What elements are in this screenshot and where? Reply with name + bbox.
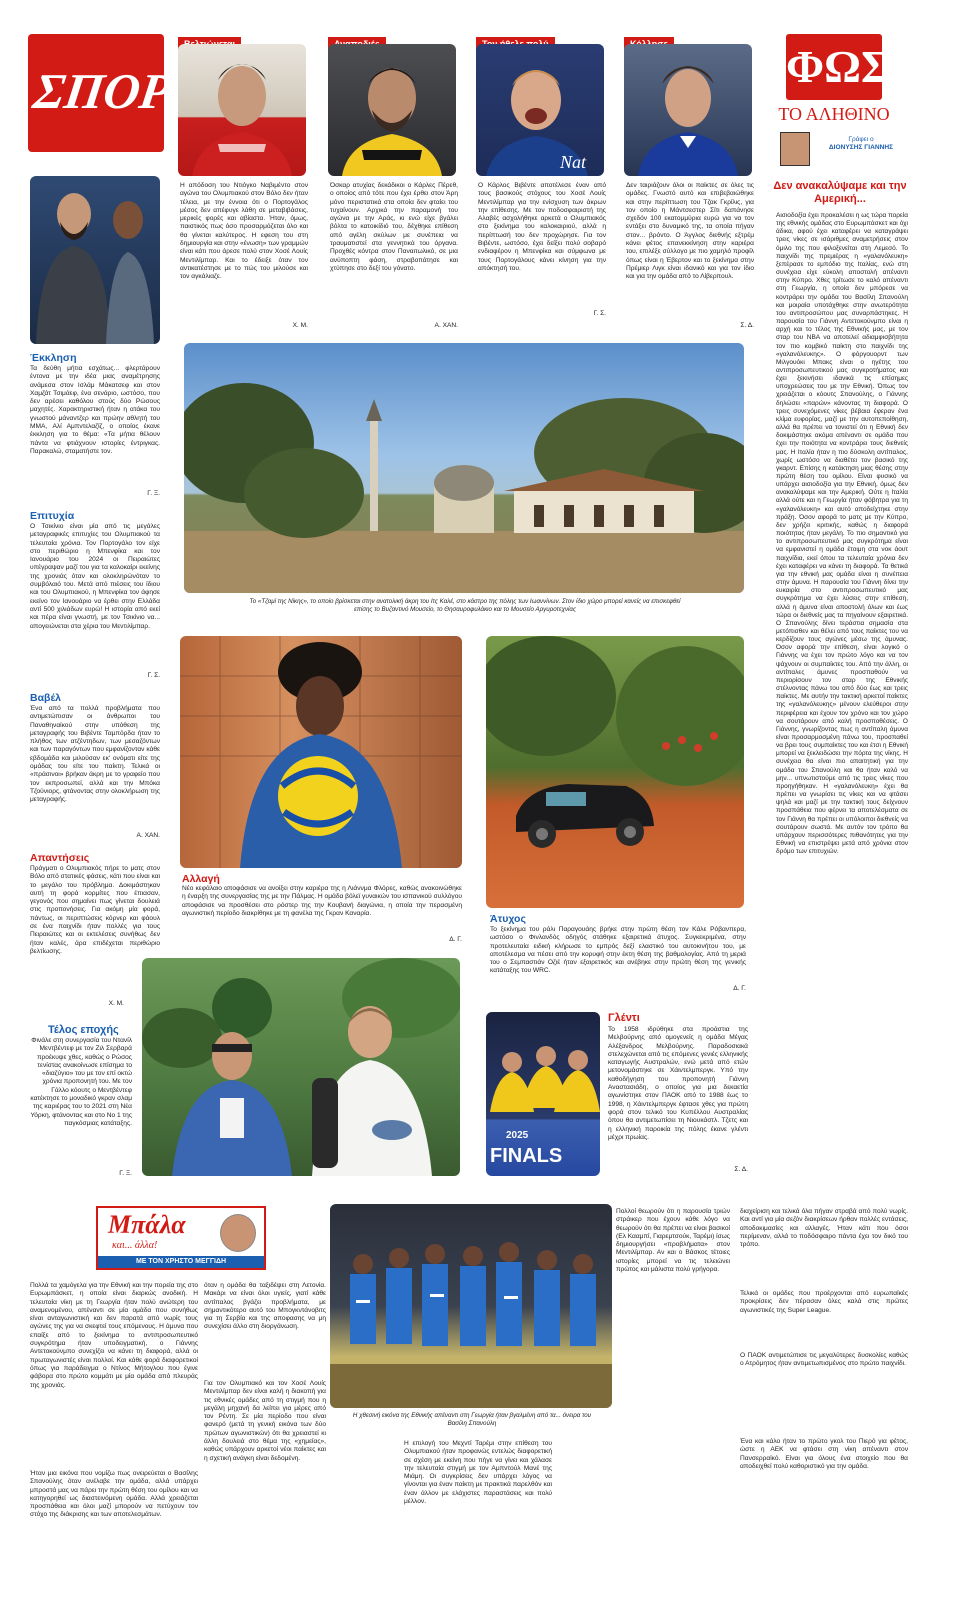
rally-scene [486, 636, 744, 908]
player-silhouette [178, 44, 306, 176]
atyxos-signature: Δ. Γ. [733, 985, 746, 992]
writer-prefix: Γράφει ο [848, 136, 874, 143]
strip-text: Η απόδοση του Ντιόγκο Ναβιμέντο στον αγώνα του Ολυμπιακού στον Βόλο δεν ήταν τέλεια, με την έννοια ότι ο Πορτογάλος μέσος δεν απέφυγε λάθη σε μεταβιβάσεις, μερικές φορές και αβίαστα. Ήταν, όμως, παιστικός πως όσο προσαρμόζεται όλο και θα γίνεται καλύτερος. Η εφεση του στη δημιουργία και στην «ένωση» των γραμμών είναι κάτι που άρεσε πολύ στον Χοσέ Λουίς Μεντιλίμπαρ. Και το έδειξε όταν τον αντικατέστησε με το πώς του μιλούσε και τον αγκάλιαζε. [180, 182, 308, 281]
fos-logo [786, 34, 892, 100]
player-photo-vicente [476, 44, 604, 176]
mpala-col4-p3: Ο ΠΑΟΚ αντιμετώπισε τις μεγαλύτερες δυσκολίες καθώς ο Ατρόμητος ήταν αντιμετωπισμένος στο πρώτο παιχνίδι. [740, 1352, 908, 1368]
writer-byline [816, 136, 906, 152]
allagi-signature: Δ. Γ. [449, 936, 462, 943]
glenti-text: Το 1958 ιδρύθηκε στα προάστια της Μελβούρνης από ομογενείς η ομάδα Μέγας Αλέξανδρος Μελβούρνης. Παραδοσιακά στελεχώνεται από τις επόμενες γενιές ελληνικής καταγωγής Αυστραλών, ενώ μετά από ετών μετονομάστηκε σε Χάιντελμπεργκ. Υπό την καθοδήγηση του προπονητή Γιάννη Αναστασιάδη, ο οποίος για μια δεκαετία αγωνίστηκε στον ΠΑΟΚ από το 1988 έως το 1998, η Χάιντελμπεργκ έφτασε χθες για πρώτη φορά στον τελικό του Κυπέλλου Αυστραλίας όπου θα αντιμετωπίσει τη Νιουκάστλ. Τζετς και η ελληνική παροικία της πόλης έκανε γλέντι μέχρι πρωίας. [608, 1026, 748, 1141]
atyxos-title: Άτυχος [490, 913, 526, 925]
allagi-text: Νέο κεφάλαιο αποφάσισε να ανοίξει στην καριέρα της η Λιάννμα Φλόρες, καθώς ανακοινώθηκε η έναρξη της συνεργασίας της με την Πάλμας. Η ομάδα βόλεϊ γυναικών του ισπανικού συλλόγου αποφάσισε να προσθέσει στο ρόστερ της την Κουβανή διαγώνια, η οποία την περασμένη αγωνιστική περίοδο διακρίθηκε με τη φανέλα της Γκραν Καναρία. [182, 885, 462, 917]
allagi-title: Αλλαγή [182, 873, 220, 885]
section-text: Τα δεύθη μήτια εσχάτως... φλερτάρουν έντονα με την ιδέα μιας αναμέτρησης ανάμεσα στον Ισλάμ Μάκατσεφ και στον Χαμζάτ Τσιμάεφ, ένα σενάριο, ωστόσο, που δεν αρέσει καθόλου στούς δύο Ρώσους μαχητές. Χαρακτηριστική ήταν η ατάκα του γνωστού μάναντζερ και πρώην αθλητή του MMA, Αλί Αμπντελαζίζ, ο οποίος έκανε έκκληση για το θέμα: «Τα μήτια θέλουν πάντα να φτιάχνουν ιστορίες έντριγκας. Παρακαλώ, σταματήστε τον. [30, 365, 160, 455]
team-scene [486, 1012, 600, 1176]
volleyball-player-photo [180, 636, 462, 868]
mpala-col1-p2: Ήταν μια εικόνα που νομίζω πως ονειρεύεται ο Βασίλης Σπανούλης όταν ανέλαβε την ομάδα, αλλά υπάρχει μπροστά μας να πάρει την πρώτη θέση του ομίλου και να κατηγορηθεί ως διαστεινόμενη ομάδα. Αλλά χρειάζεται προσπάθεια και όλοι μαζί μπορούν να πετύχουν τον στόχο της διάκρισης και των αποτελεσμάτων. [30, 1470, 198, 1519]
section-text: Ένα από τα πολλά προβλήματα που αντιμετώπισαν οι άνθρωποι του Παναθηναϊκού στην υπόθεση της μεταγραφής του Βιβέντε Ταμπόρδα ήταν το πλήθος των ατζέντηδων, των μεσαζόντων και των παραγόντων που εμφανίζονταν κάθε εβδομάδα και μιλούσαν εκ' ονόματι είτε της ομάδας του είτε του παίκτη. Τελικά οι «πράσινοι» βρήκαν άκρη με το γραφείο που τον εκπροσωπεί, αλλά και την Μπόκα Τζούνιορς, φτάνοντας στην ολοκλήρωση της μεταγραφής. [30, 705, 160, 804]
national-team-photo [330, 1204, 612, 1408]
section-title: Τέλος εποχής [48, 1024, 119, 1036]
section-title: Βαβέλ [30, 692, 62, 704]
team-huddle [330, 1204, 612, 1408]
strip-signature: Χ. Μ. [292, 322, 308, 329]
svg-text:Nat: Nat [560, 152, 587, 172]
sports-logo-text: ΣΠΟΡ [30, 63, 175, 119]
rally-car-photo [486, 636, 744, 908]
mpala-author-avatar [220, 1214, 256, 1252]
section-title: Επιτυχία [30, 510, 75, 522]
fighters-photo [30, 176, 160, 344]
mpala-logo-title: Μπάλα [108, 1210, 186, 1239]
mpala-col3-p1: Πολλοί θεωρούν ότι η παρουσία τριών στράικερ που έχουν κάθε λόγο να θεωρούν ότι θα πρέπει να είναι βασικοί (Ελ Κααμπί, Γιαρεμτσούκ, Ταρέμι) ίσως δημιουργήσει «προβλήματα» στον Μεντιλίμπαρ. Αν και ο Βάσκος τέτοιες ιστορίες μπορεί να τις τελειώνει πρώτος και μάλιστα πολύ γρήγορα. [616, 1208, 730, 1274]
player-photo-grealish [624, 44, 752, 176]
mpala-col4-p2: Τελικά οι ομάδες που προέρχονται από ευρωπαϊκές προκρίσεις δεν πέρασαν όλες καλά στις πρώτες αγωνιστικές της Super League. [740, 1290, 908, 1314]
medvedev-coach-photo [142, 958, 460, 1176]
strip-text: Όσκαρ ατυχίας δεκάδικοι ο Κάρλες Πέρεθ, ο οποίος από τότε που έχει έρθει στον Άρη μόνο περιστατικά στα οποία δεν φταίει του τυχαίνουν. Αρχικά την παραμονή του αγώνα με την Αράς, κι ενώ είχε βγάλει βόλτα το κατοικίδιό του, δέχθηκε επίθεση από αγέλη σκύλων με συνέπεια να τραυματιστεί στα γεννητικά του όργανα. Προχθές κόντρα στον Παναιτωλικό, σε μια ανύποπτη φάση, στραβοπάτησε και χτύπησε στο δεξί του γόνατο. [330, 182, 458, 272]
glenti-signature: Σ. Δ. [734, 1166, 748, 1173]
sports-logo [28, 34, 175, 152]
atyxos-text: Το ξεκίνημα του ράλι Παραγουάης βρήκε στην πρώτη θέση τον Κάλε Ρόβανπερα, ωστόσο ο Φινλανδός οδηγός στάθηκε εξαιρετικά άτυχος. Συγκεκριμένα, στην προτελευταία ειδική κλήρωσε το εμπρός δεξί ελαστικό του αυτοκινήτου του, με αποτέλεσμα να πέσει από την κορυφή στην έκτη θέση της βαθμολογίας. Από τη μεριά του ο Σεμπαστιάν Οζιέ ήταν εξαιρετικός και ανέβηκε στην πρώτη θέση της γενικής κατάταξης του WRC. [490, 926, 746, 975]
volleyball-scene [180, 636, 462, 868]
section-signature: Γ. Ξ. [147, 490, 160, 497]
strip-signature: Σ. Δ. [740, 322, 754, 329]
castle-scene [184, 343, 744, 593]
section-title: Απαντήσεις [30, 852, 90, 864]
player-silhouette [328, 44, 456, 176]
mpala-col4-p4: Ένα και κάλο ήταν το πρώτο γκολ του Πιερό για φέτος, ώστε η ΑΕΚ να φτάσει στη νίκη απέναντι στον Πανσερραϊκό. Είναι για όλους ένα στοιχείο που θα αποδειχθεί πολύ καθοριστικό για την ομάδα. [740, 1438, 908, 1470]
mpala-col3-extra [558, 1440, 734, 1578]
section-title: Έκκληση [30, 352, 77, 364]
finals-year: 2025 [506, 1130, 529, 1141]
national-team-caption: Η χθεσινή εικόνα της Εθνικής απέναντι στη Γεωργία ήταν βγαλμένη από τα... όνειρα του Βασίλη Σπανούλη [352, 1412, 592, 1427]
strip-signature: Γ. Σ. [593, 310, 606, 317]
fos-subtitle: ΤΟ ΑΛΗΘΙΝΟ [778, 104, 890, 124]
glenti-title: Γλέντι [608, 1012, 640, 1024]
writer-name: ΔΙΟΝΥΣΗΣ ΓΙΑΝΝΗΣ [828, 144, 894, 151]
section-signature: Χ. Μ. [108, 1000, 124, 1007]
mpala-col2-p2: Για τον Ολυμπιακό και τον Χοσέ Λουίς Μεντιλίμπαρ δεν είναι καλή η διακοπή για τις εθνικές ομάδες από τη στιγμή που η μεγάλη μηχανή δα λείπει για μέρες από τον Ρέντη. Σε μία περίοδο που είναι φανερό (μετά τη γενική εικόνα των δύο πρώτων αγωνιστικών) ότι θα χρειαστεί κι άλλη δουλειά στο θέμα της «χημείας», καθώς υπάρχουν αρκετοί νέοι παίκτες και η σχετική ανάγκη είναι δεδομένη. [204, 1380, 326, 1462]
strip-text: Ο Κάρλος Βιβέντε αποτέλεσε έναν από τους βασικούς στόχους του Χοσέ Λουίς Μεντιλίμπαρ για την ενίσχυση των άκρων την επίθεσης. Με τον ποδοσφαιριστή της Αλαβές ασχολήθηκε αρκετά ο Ολυμπιακός στο ξεκίνημα του καλοκαιριού, αλλά η περίπτωσή του δεν προχώρησε. Για τον Βιβέντε, ωστόσο, έχει δείξει πολύ σοβαρό ενδιαφέρον η Μπενφίκα και σύμφωνα με τους Πορτογάλους κάνει κίνηση για την απόκτησή του. [478, 182, 606, 272]
tennis-scene [142, 958, 460, 1176]
fighters-silhouette [30, 176, 160, 344]
strip-signature: Α. ΧΑΝ. [434, 322, 458, 329]
castle-mosque-photo [184, 343, 744, 593]
player-photo-perez [328, 44, 456, 176]
section-signature: Α. ΧΑΝ. [136, 832, 160, 839]
castle-photo-caption: Το «Τζαμί της Νίκης», το οποίο βρίσκεται στην ανατολική άκρη του Ιτς Καλέ, στο κάστρο της πόλης των Ιωαννίνων. Στον ίδιο χώρο μπορεί κανείς να επισκεφθεί επίσης το Βυζαντινό Μουσείο, το Θησαυροφυλάκιο και το Μουσείο Αργυροτεχνίας [249, 598, 681, 613]
fos-logo-text: ΦΩΣ [786, 41, 892, 92]
mpala-byline: ΜΕ ΤΟΝ ΧΡΗΣΤΟ ΜΕΓΓΙΔΗ [98, 1256, 264, 1268]
mpala-col4-p1: διαχείριση και τελικά όλα πήγαν στραβά από πολύ νωρίς. Και αντί για μία σεζόν διακρίσεων ήρθαν πολλές εντάσεις, αποδοκιμασίες και αλλαγές. Ήταν κάτι που όσοι περίμεναν, αλλά το ποδόσφαιρο πάντα έχει τον δικό του τρόπο. [740, 1208, 908, 1249]
strip-text: Δεν ταιριάζουν όλοι οι παίκτες σε όλες τις ομάδες. Γνωστό αυτό και επιβεβαιώθηκε και στην περίπτωση του Τζακ Γκρίλις, για τον οποίο η Μάντσεστερ Σίτι δαπάνησε σχεδόν 100 εκατομμύρια ευρώ για να τον εντάξει στο δυναμικό της, τα οποία πήγαν στον... βρόντο. Ο Άγγλος διεθνής εξτρέμ κάνει φέτος επανεκκίνηση στην καριέρα του, επιλέξε σύλλογο με πιο χαμηλό προφίλ όπως είναι η Έβερτον και το ξεκίνημα στην Πρέμιερ Λιγκ είναι ιδανικό και για τον ίδιο και για την ομάδα από το Λίβερπουλ. [626, 182, 754, 281]
heidelberg-team-photo [486, 1012, 600, 1176]
player-silhouette [624, 44, 752, 176]
mpala-logo-subtitle: και... άλλα! [112, 1240, 158, 1251]
mpala-col3-p2: Η επιλογή του Μεχντί Ταρέμι στην επίθεση του Ολυμπιακού ήταν προφανώς εντελώς διαφορετική σε σχέση με εκείνη που πήγε να γίνει και χάλασε την τελευταία στιγμή με τον Αμπντούλ Μανέ της Μιάμη. Οι συγκρίσεις δεν υπάρχει λόγος να γίνονται για έναν παίκτη με πρακτικά παρελθόν και έναν άλλον με ελάχιστες παραστάσεις και πολύ μέλλον. [404, 1440, 552, 1506]
player-silhouette [476, 44, 604, 176]
mpala-logo [96, 1206, 266, 1270]
writer-avatar [780, 132, 810, 166]
fos-text: Αισιοδοξία έχει προκαλέσει η ως τώρα πορεία της εθνικής ομάδας στο Ευρωμπάσκετ και όχι άδικα, αφού έχει καταφέρει να καταγράψει τρεις νίκες σε ισάριθμες αναμετρήσεις στον όμιλο της που φιλοξενείται στη Λεμεσό. Το παιχνίδι της πρεμιέρας η «γαλανόλευκη» ξεπέρασε το εμπόδιο της Ιταλίας, ενώ στη συνέχεια είχε εύκολη αποστολή απέναντι στην Κύπρο. Χθες τρίτωσε το καλό απέναντι στη Γεωργία, η οποία δεν μπόρεσε να κοντράρει την ομάδα του Βασίλη Σπανούλη και μοιραία υποτάχθηκε στην ανωτερότητα του αντιπροσώπου μας συναρπάστηκες. Η παρουσία του Γιάννη Αντετοκούνμπο είναι η αρχή και το τέλος της Εθνικής μας, με τον σταρ του NBA να αποτελεί αδιαμφισβήτητα τον πιο κομβικό παίκτη στο παιχνίδι της «γαλανόλευκης». Ο φόργουορντ των Μιλγουόκι Μπακς είναι ο ηγέτης του αντιπροσωπευτικού μας συγκροτήματος και έχει ξεκινήσει ιδανικά τις επίσημες υποχρεώσεις του με την Εθνική. Όπως τον χρειάζεται ο κόουτς Σπανούλης, ο Γιάννης δηλώσει «παρών» κάνοντας τη διαφορά. Ο τρεις συνεχόμενες νίκες βέβαια έφεραν ένα κλίμα ευφορίας, μαζί με την αυτοπεποίθηση, αλλά θα πρέπει να τονιστεί ότι η Εθνική δεν δοκιμάστηκε ακόμα απέναντι σε ομάδα που έχει την ποιότητα να κοντράρει τους διεθνείς μας. Η Ιταλία ήταν η πιο δύσκολη αντίπαλος, χωρίς ωστόσο να διαθέτει τον βασικό της γκαρντ. Επίσης η κατάκτηση μιας θέσης στην πρώτη θέση του ομίλου. Είναι φυσικό να υπάρχει αισιοδοξία για την Εθνική, όμως δεν ανακαλύψαμε και την Αμερική. Ούτε η Ιταλία αλλά ούτε και η Γεωργία ήταν φόβητρα για τη «γαλανόλευκη» και αυτό αποδείχτηκε στην πράξη. Όσον αφορά το ματς με την Κύπρο, δεν χρήζει κριτικής, καθώς η διαφορά ποιότητας ήταν μεγάλη. Το πιο σημαντικό για το αντιπροσωπευτικό μας συγκρότημα είναι να εμφανιστεί η ομάδα έτοιμη στα νοκ άουτ παιχνίδια, εκεί όπου τα τελευταία χρόνια δεν έχει καταφέρει να κάνει τη διαφορά. Τα θετικά για την εθνική μας ομάδα είναι η συνέπεια στην άμυνα. Η παρουσία του Γιάννη δίνει την ευκαιρία στο αντιπροσωπευτικό μας συγκρότημα να έχει λύσεις στην επίθεση, αλλά η άμυνα είναι αποστολή όλων και έως τώρα οι διεθνείς μας τα πηγαίνουν εξαιρετικά. Ο Σπανούλης δίνει τεράστια σημασία στα μετόπισθεν και θέλει από τους παίκτες του να κερδίζουν τους αγώνες μέσω της άμυνας. Όσον αφορά την επίθεση, είναι λογικό ο Γιάννης να έχει τον πρώτο λόγο και να τον ψάχνουν οι συμπαίκτες του. Από την άλλη, οι αντίπαλες άμυνες προσπαθούν να περιορίσουν τον σταρ της Εθνικής στέλνοντας πάνω του από δύο έως και τρεις παίκτες. Με αυτήν την τακτική αρκετοί παίκτες της «γαλανόλευκης» μένουν ελεύθεροι στην περιφέρεια και έχουν τον χρόνο και τον χώρο να σουτάρουν από καλή προσποθέσεις. Ο Γιάννης, γνωρίζοντας πως η αντίπαλη άμυνα είναι προσαρμοσμένη πάνω του, προσπαθεί να βρει τους συμπαίκτες του και έτσι η Εθνική μπορεί να ξεκλειδώσει την πόρτα της νίκης. Η συνέχεια θα είναι πιο απαιτητική για την ομάδα του Σπανούλη και θα ήταν καλό να μην... υπνωτιστούμε από τις τρεις νίκες που προηγήθηκαν. Η «γαλανόλευκη» έχει θα πρέπει να γνωρίσει τις νίκες και να φτάσει ψηλά και μαζί με την τακτική τους δείχνουν προσπάθεια που φέρνει τα αποτελέσματα σε τον Γιάννη θα πρέπει οι υπόλοιποι διεθνείς να σουτάρουν σωστά. Με αυτόν τον τρόπο θα υπάρχουν περισσότερες πιθανότητες για την Εθνική να επιστρέψει μετά από χρόνια στον δρόμο των επιτυχιών. [776, 212, 908, 856]
finals-banner: FINALS [490, 1145, 563, 1167]
section-text: Φινάλε στη συνεργασία του Ντανίλ Μεντβέντεφ με τον Ζιλ Σερβαρά προέκυψε χθες, καθώς ο Ρώσος τενίστας ανακοίνωσε επίσημα το «διαζύγιο» του με τον επί οκτώ χρόνια προπονητή του. Με τον Γάλλο κόουτς ο Μεντβέντεφ κατέκτησε το μοναδικό γκραν σλαμ της καριέρας του το 2021 στη Νέα Υόρκη, φτάνοντας και στο Νο 1 της παγκόσμιας κατάταξης. [30, 1037, 132, 1127]
section-text: Ο Τσικίνιο είναι μία από τις μεγάλες μεταγραφικές επιτυχίες του Ολυμπιακού τα τελευταία χρόνια. Τον Πορτογάλο τον είχε στο περιθώριο η Μπενφίκα και τον Ιανουάριο του 2024 οι Πειραιώτες υπέγραψαν μαζί του για τα καλοκαίρι εκείνης της χρονιάς όταν και ολοκληρώνόταν το συμβόλαιό του. Μετά από πιέσεις του ίδιου και του Ολυμπιακού, η Μπενφίκα τον άφησε εκείνο τον Ιανουάριο να έρθει στην Ελλάδα αντί 500 χιλιάδων ευρώ! Η ιστορία από εκεί και πέρα είναι γνωστή, με τον Τσικίνιο να... απογειώνεται στα χέρια του Μεντιλίμπαρ. [30, 523, 160, 630]
mpala-col2-p1: όταν η ομάδα θα ταξιδέψει στη Λετονία. Μακάρι να είναι όλοι υγιείς, γιατί κάθε αντίπαλος βγάζει προβλήματα, με σημαντικότερο αυτό του Μπογκντάνοβιτς για τη Σερβία και της αποφασης να μη συνεχίσει άλλο στη διοργάνωση. [204, 1282, 326, 1331]
section-signature: Γ. Σ. [147, 672, 160, 679]
section-text: Πράγματι ο Ολυμπιακός πήρε το ματς στον Βόλο από στατικές φάσεις, κάτι που είναι και το μεγάλο του πρόβλημα. Δοκιμάστηκαν αυτή τη φορά κορμίτες που έπιασαν, γεγονός που σημαίνει πως γίνεται δουλειά στις προπονήσεις. Για ακόμη μία φορά, πάντως, οι περιπτώσεις κόρνερ και φάουλ σε ένα παιχνίδι ήταν πολλές για τους Πειραιώτες και οι εκτελέσεις συνήθως δεν ήταν καλές, άρα επιδέχεται περιθώριο βελτίωσης. [30, 865, 160, 955]
fos-headline: Δεν ανακαλύψαμε και την Αμερική... [773, 180, 907, 205]
mpala-col1-p1: Πολλά τα χαμόγελα για την Εθνική και την πορεία της στο Ευρωμπάσκετ, η οποία είναι διαρκώς ανοδική. Η τελευταία νίκη με τη Γεωργία ήταν πολύ ανώτερη του αναμενομένου, απέναντι σε μία ομάδα που συνήθως είναι ανταγωνιστική και δεν παρατά από νωρίς τους αγώνες της για να σκεφτεί τους επόμενους. Η άμυνα που επαίξε από το ξεκίνημα το αντιπροσωπευτικό συγκρότημα ήταν υποδειγματική, ο Γιάννης Αντετοκούνμπο συνεχίζει να κάνει τη διαφορά, αλλά οι πρωταγωνιστές είναι πολλοί. Και κάθε φορά διαφορετικοί όπως για παράδειγμα ο Ντίνος Μήτογλου που έγινε φάβορα στο πρώτο κομμάτι με μία ομάδα από πλευράς της χρονιάς. [30, 1282, 198, 1389]
section-signature: Γ. Ξ. [119, 1170, 132, 1177]
player-photo-nascimento [178, 44, 306, 176]
